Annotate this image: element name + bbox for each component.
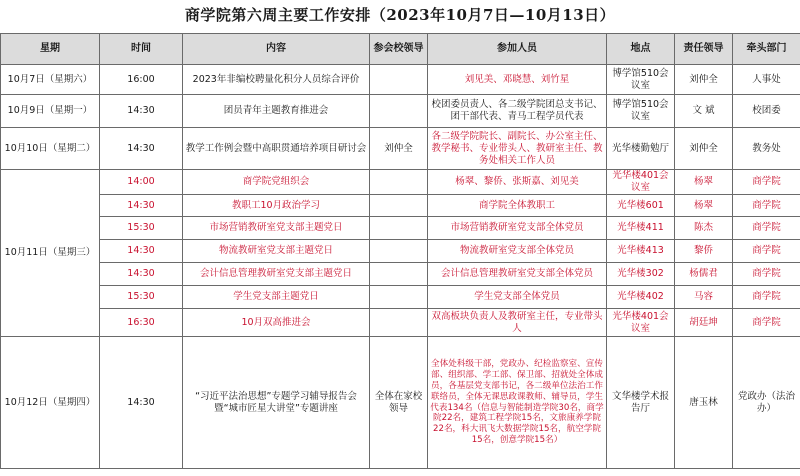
cell-school-leader: [370, 217, 428, 240]
cell-location: 光华楼302: [607, 263, 675, 286]
cell-participants: 校团委员责人、各二级学院团总支书记、团干部代表、青马工程学员代表: [428, 95, 607, 128]
table-row: [1, 286, 800, 309]
cell-time: 14:30: [100, 263, 183, 286]
table-row: [1, 240, 800, 263]
cell-responsible: 陈杰: [675, 217, 733, 240]
table-row: [1, 309, 800, 337]
cell-responsible: 文 斌: [675, 95, 733, 128]
cell-content: 教学工作例会暨中高职贯通培养项目研讨会: [183, 128, 370, 170]
cell-time: 14:30: [100, 195, 183, 217]
cell-location: 光华楼勤勉厅: [607, 128, 675, 170]
cell-participants: 全体处科级干部，党政办、纪检监察室、宣传部、组织部、学工部、保卫部、招就处全体成员，各基层党支部书记，各二级单位法治工作联络员，全体无课思政课教师、辅导员，学生代表134名（信息与智能制造学院30名，商学院22名，建筑工程学院15名，文旅康养学院22名，科大讯飞大数据学院15名，航空学院15名，创意学院15名）: [428, 337, 607, 469]
cell-content: 10月双高推进会: [183, 309, 370, 337]
cell-date: 10月9日（星期一）: [1, 95, 100, 128]
cell-location: 光华楼601: [607, 195, 675, 217]
cell-lead-dept: 商学院: [733, 170, 800, 195]
cell-participants: 双高板块负责人及教研室主任，专业带头人: [428, 309, 607, 337]
cell-participants: 物流教研室党支部全体党员: [428, 240, 607, 263]
cell-content: 商学院党组织会: [183, 170, 370, 195]
cell-lead-dept: 教务处: [733, 128, 800, 170]
cell-responsible: 马容: [675, 286, 733, 309]
table-row: [1, 128, 800, 170]
cell-school-leader: [370, 309, 428, 337]
cell-lead-dept: 商学院: [733, 286, 800, 309]
cell-lead-dept: 校团委: [733, 95, 800, 128]
cell-school-leader: [370, 95, 428, 128]
cell-responsible: 黎侨: [675, 240, 733, 263]
cell-content: 2023年非编校聘量化积分人员综合评价: [183, 65, 370, 95]
cell-time: 14:30: [100, 95, 183, 128]
table-row: [1, 95, 800, 128]
cell-lead-dept: 商学院: [733, 240, 800, 263]
cell-lead-dept: 商学院: [733, 263, 800, 286]
header-weekday: 星期: [1, 34, 100, 65]
cell-participants: 刘见美、邓晓慧、刘竹星: [428, 65, 607, 95]
cell-time: 14:00: [100, 170, 183, 195]
header-responsible: 责任领导: [675, 34, 733, 65]
cell-lead-dept: 党政办（法治办）: [733, 337, 800, 469]
cell-lead-dept: 人事处: [733, 65, 800, 95]
cell-content: 教职工10月政治学习: [183, 195, 370, 217]
cell-time: 15:30: [100, 286, 183, 309]
cell-participants: 商学院全体教职工: [428, 195, 607, 217]
cell-time: 16:30: [100, 309, 183, 337]
cell-responsible: 刘仲全: [675, 128, 733, 170]
cell-location: 光华楼411: [607, 217, 675, 240]
table-row: [1, 263, 800, 286]
cell-responsible: 唐玉林: [675, 337, 733, 469]
cell-location: 光华楼413: [607, 240, 675, 263]
cell-school-leader: 全体在家校领导: [370, 337, 428, 469]
table-row: [1, 195, 800, 217]
schedule-table: [0, 33, 800, 469]
cell-content: 物流教研室党支部主题党日: [183, 240, 370, 263]
cell-time: 14:30: [100, 337, 183, 469]
cell-responsible: 刘仲全: [675, 65, 733, 95]
header-lead-dept: 牵头部门: [733, 34, 800, 65]
cell-content: 团员青年主题教育推进会: [183, 95, 370, 128]
cell-school-leader: [370, 240, 428, 263]
cell-time: 14:30: [100, 240, 183, 263]
cell-content: 学生党支部主题党日: [183, 286, 370, 309]
header-school-leader: 参会校领导: [370, 34, 428, 65]
header-time: 时间: [100, 34, 183, 65]
cell-school-leader: 刘仲全: [370, 128, 428, 170]
cell-participants: 杨翠、黎侨、张斯嘉、刘见美: [428, 170, 607, 195]
cell-time: 16:00: [100, 65, 183, 95]
cell-responsible: 胡廷坤: [675, 309, 733, 337]
cell-location: 光华楼402: [607, 286, 675, 309]
header-participants: 参加人员: [428, 34, 607, 65]
cell-date: 10月12日（星期四）: [1, 337, 100, 469]
cell-location: 博学馆510会议室: [607, 65, 675, 95]
cell-date: 10月10日（星期二）: [1, 128, 100, 170]
cell-content: 会计信息管理教研室党支部主题党日: [183, 263, 370, 286]
cell-participants: 学生党支部全体党员: [428, 286, 607, 309]
cell-participants: 各二级学院院长、副院长、办公室主任、教学秘书、专业带头人、教研室主任、教务处相关工作人员: [428, 128, 607, 170]
table-row: [1, 170, 800, 195]
cell-location: 光华楼401会议室: [607, 309, 675, 337]
cell-school-leader: [370, 286, 428, 309]
table-row: [1, 65, 800, 95]
cell-date: 10月7日（星期六）: [1, 65, 100, 95]
table-row: [1, 217, 800, 240]
page-title: 商学院第六周主要工作安排（2023年10月7日—10月13日）: [184, 6, 616, 24]
cell-time: 15:30: [100, 217, 183, 240]
cell-participants: 会计信息管理教研室党支部全体党员: [428, 263, 607, 286]
cell-participants: 市场营销教研室党支部全体党员: [428, 217, 607, 240]
cell-school-leader: [370, 65, 428, 95]
header-location: 地点: [607, 34, 675, 65]
cell-responsible: 杨翠: [675, 170, 733, 195]
cell-school-leader: [370, 263, 428, 286]
cell-school-leader: [370, 170, 428, 195]
cell-time: 14:30: [100, 128, 183, 170]
header-content: 内容: [183, 34, 370, 65]
cell-responsible: 杨翠: [675, 195, 733, 217]
cell-location: 文华楼学术报告厅: [607, 337, 675, 469]
header-row: [1, 34, 800, 65]
cell-lead-dept: 商学院: [733, 217, 800, 240]
cell-lead-dept: 商学院: [733, 309, 800, 337]
cell-content: “习近平法治思想”专题学习辅导报告会暨“城市匠星大讲堂”专题讲座: [183, 337, 370, 469]
cell-content: 市场营销教研室党支部主题党日: [183, 217, 370, 240]
cell-lead-dept: 商学院: [733, 195, 800, 217]
cell-school-leader: [370, 195, 428, 217]
cell-responsible: 杨儒君: [675, 263, 733, 286]
cell-date: 10月11日（星期三）: [1, 170, 100, 337]
cell-location: 博学馆510会议室: [607, 95, 675, 128]
cell-location: 光华楼401会议室: [607, 170, 675, 195]
table-row: [1, 337, 800, 469]
